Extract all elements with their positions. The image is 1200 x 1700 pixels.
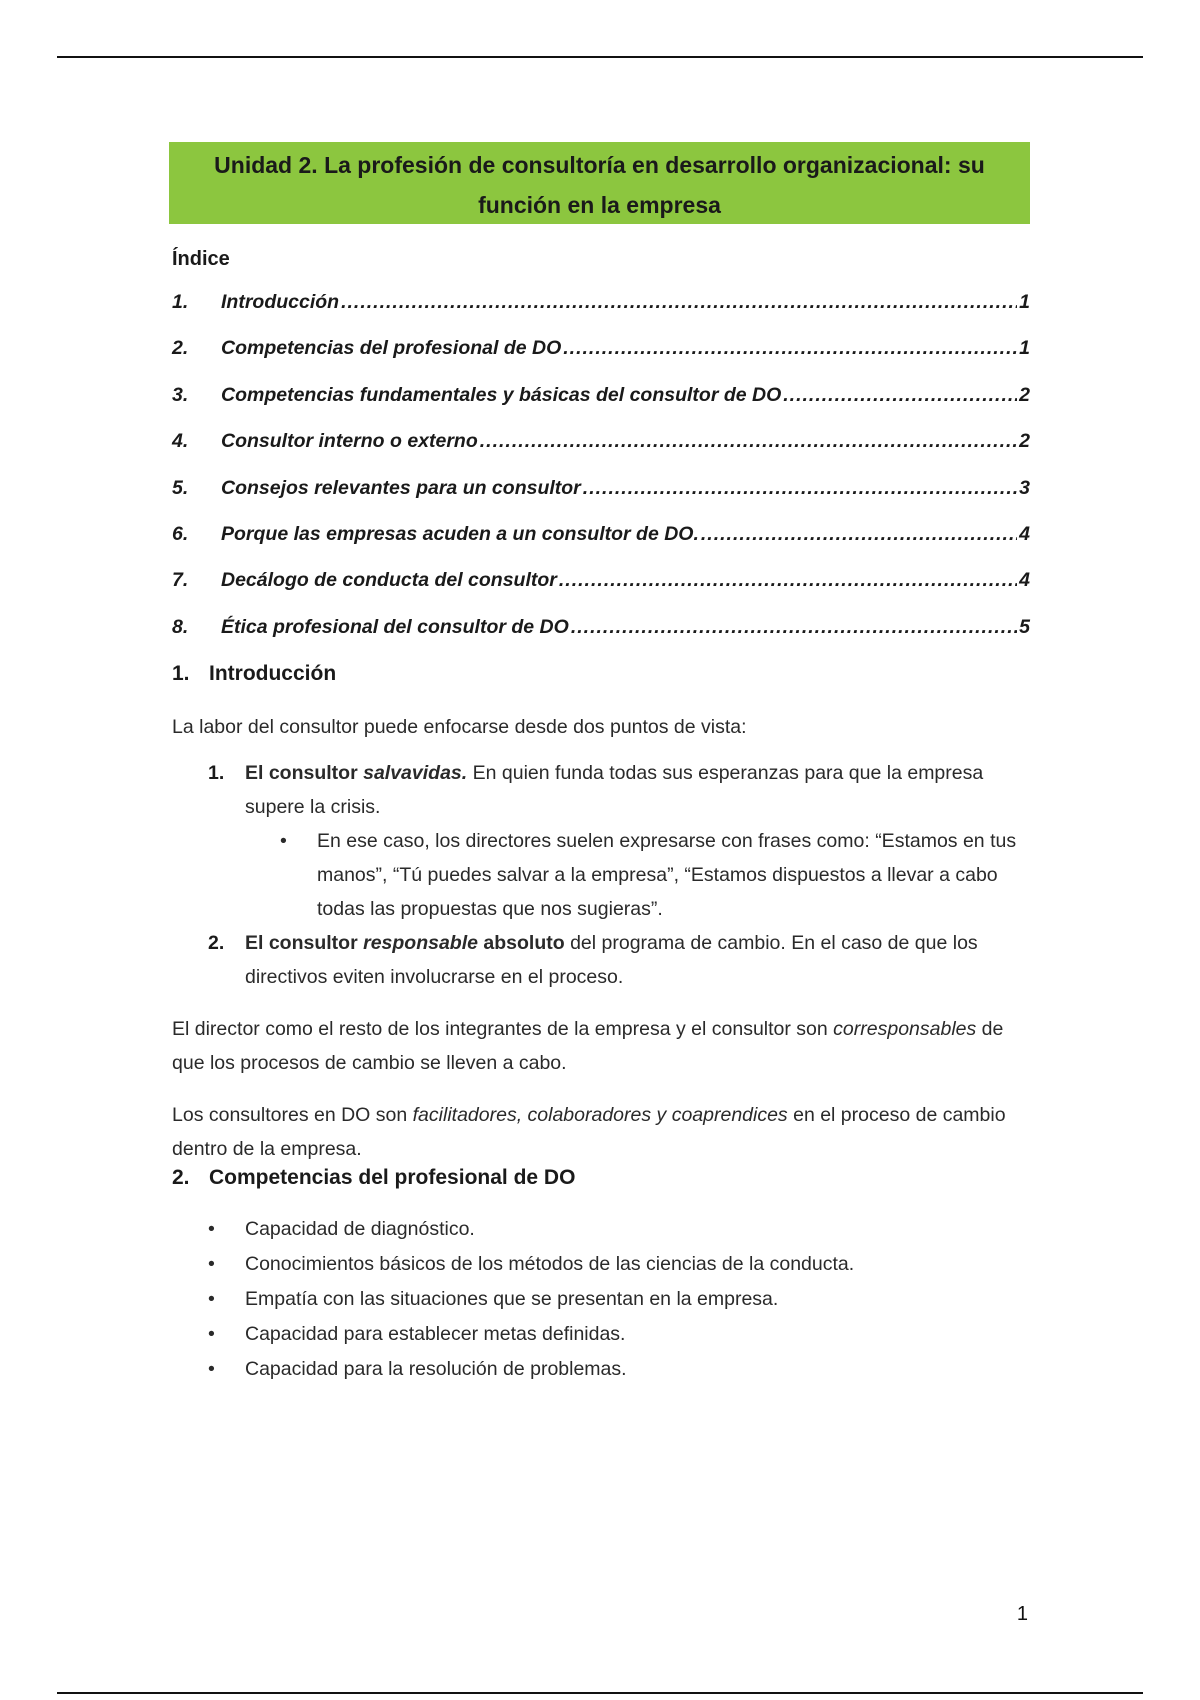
section-title: Competencias del profesional de DO	[209, 1166, 576, 1190]
intro-paragraph: La labor del consultor puede enfocarse desde dos puntos de vista:	[172, 716, 747, 739]
list-item-text: En quien funda todas sus esperanzas para que la empresa supere la crisis.	[245, 762, 984, 819]
list-item	[208, 1317, 1030, 1352]
section-number: 2.	[172, 1166, 190, 1190]
bullet-icon: •	[208, 1323, 215, 1346]
list-item-bold: El consultor	[245, 932, 364, 955]
list-item-bold: El consultor	[245, 762, 364, 785]
toc-entry-page: 4	[1019, 569, 1030, 592]
list-item	[208, 756, 1030, 926]
toc-entry[interactable]	[172, 337, 1030, 383]
paragraph-italic: facilitadores, colaboradores y coaprendices	[412, 1104, 788, 1127]
toc-leader-dots	[559, 569, 1017, 592]
section-heading-competencias	[172, 1166, 1030, 1190]
toc-entry[interactable]	[172, 477, 1030, 523]
list-item-number: 1.	[208, 762, 225, 785]
toc-entry[interactable]	[172, 616, 1030, 662]
toc-heading: Índice	[172, 248, 230, 270]
toc-entry-number: 1.	[172, 291, 189, 313]
section-heading-introduccion	[172, 662, 1030, 686]
toc-entry-page: 2	[1019, 383, 1030, 406]
toc-leader-dots	[701, 523, 1017, 546]
list-item-text: Empatía con las situaciones que se presentan en la empresa.	[245, 1288, 779, 1311]
table-of-contents	[172, 291, 1030, 662]
paragraph-facilitadores	[172, 1098, 1030, 1166]
toc-entry[interactable]	[172, 569, 1030, 615]
toc-entry-title: Consejos relevantes para un consultor	[221, 476, 581, 499]
toc-entry-number: 3.	[172, 383, 189, 406]
toc-leader-dots	[341, 291, 1017, 314]
toc-entry-number: 8.	[172, 615, 189, 638]
toc-leader-dots	[480, 430, 1017, 453]
toc-entry-title: Porque las empresas acuden a un consultor de DO.	[221, 522, 699, 545]
toc-entry-page: 1	[1019, 337, 1030, 360]
paragraph-text: Los consultores en DO son	[172, 1104, 413, 1127]
toc-entry-number: 7.	[172, 569, 189, 592]
paragraph-text: El director como el resto de los integrantes de la empresa y el consultor son	[172, 1018, 834, 1041]
paragraph-text: en el proceso de cambio dentro de la empresa.	[172, 1104, 1006, 1161]
toc-entry-title: Decálogo de conducta del consultor	[221, 569, 557, 592]
sub-bullet-list	[245, 824, 1030, 926]
list-item-text: del programa de cambio. En el caso de que los directivos eviten involucrarse en el proceso.	[245, 932, 978, 989]
toc-leader-dots	[583, 477, 1017, 500]
toc-leader-dots	[571, 616, 1017, 639]
toc-entry-title: Introducción	[221, 291, 340, 313]
toc-entry[interactable]	[172, 384, 1030, 430]
bullet-icon: •	[208, 1288, 215, 1311]
paragraph-italic: corresponsables	[833, 1018, 977, 1041]
paragraph-text: de que los procesos de cambio se lleven a cabo.	[172, 1018, 1004, 1075]
competencias-list	[172, 1212, 1030, 1387]
document-title: Unidad 2. La profesión de consultoría en desarrollo organizacional: su función en la empresa	[169, 142, 1030, 224]
toc-entry-number: 6.	[172, 522, 189, 545]
bullet-icon: •	[208, 1253, 215, 1276]
bullet-icon: •	[208, 1358, 215, 1381]
toc-entry-number: 5.	[172, 476, 189, 499]
list-item	[208, 1247, 1030, 1282]
toc-entry-title: Competencias del profesional de DO	[221, 337, 562, 360]
list-item-text: Capacidad para establecer metas definidas.	[245, 1323, 626, 1346]
toc-entry-title: Competencias fundamentales y básicas del consultor de DO	[221, 383, 782, 406]
paragraph-corresponsables	[172, 1012, 1030, 1080]
sub-list-item-text: En ese caso, los directores suelen expresarse con frases como: “Estamos en tus manos”, “Tú puedes salvar a la empresa”, “Estamos dispuestos a llevar a cabo todas las propuestas que nos sugieras”.	[317, 830, 1017, 921]
toc-entry-title: Consultor interno o externo	[221, 430, 478, 453]
list-item	[208, 1212, 1030, 1247]
list-item	[208, 1352, 1030, 1387]
toc-entry-page: 1	[1019, 291, 1030, 313]
header-rule	[57, 56, 1143, 58]
toc-leader-dots	[783, 384, 1017, 407]
list-item-text: Capacidad de diagnóstico.	[245, 1218, 475, 1241]
footer-rule	[57, 1692, 1143, 1694]
toc-entry-page: 2	[1019, 430, 1030, 453]
bullet-icon: •	[208, 1218, 215, 1241]
list-item	[208, 926, 1030, 994]
toc-entry-title: Ética profesional del consultor de DO	[221, 615, 569, 638]
toc-entry-number: 4.	[172, 430, 189, 453]
toc-entry[interactable]	[172, 430, 1030, 476]
list-item-bold-italic: salvavidas.	[363, 762, 468, 785]
toc-entry-number: 2.	[172, 337, 189, 360]
toc-entry-page: 4	[1019, 522, 1030, 545]
toc-entry-page: 5	[1019, 615, 1030, 638]
page-content	[172, 240, 1030, 1387]
section-number: 1.	[172, 662, 190, 686]
page-number: 1	[1016, 1603, 1028, 1625]
section-title: Introducción	[209, 662, 337, 686]
toc-entry[interactable]	[172, 523, 1030, 569]
toc-leader-dots	[563, 337, 1017, 360]
toc-entry[interactable]	[172, 291, 1030, 337]
list-item-number: 2.	[208, 932, 225, 955]
sub-list-item	[280, 824, 1030, 926]
list-item-bold-italic: responsable	[363, 932, 478, 955]
numbered-list	[172, 756, 1030, 994]
list-item	[208, 1282, 1030, 1317]
list-item-text: Capacidad para la resolución de problemas.	[245, 1358, 627, 1381]
list-item-bold-2: absoluto	[478, 932, 565, 955]
toc-entry-page: 3	[1019, 476, 1030, 499]
bullet-icon: •	[280, 830, 287, 853]
list-item-text: Conocimientos básicos de los métodos de las ciencias de la conducta.	[245, 1253, 855, 1276]
